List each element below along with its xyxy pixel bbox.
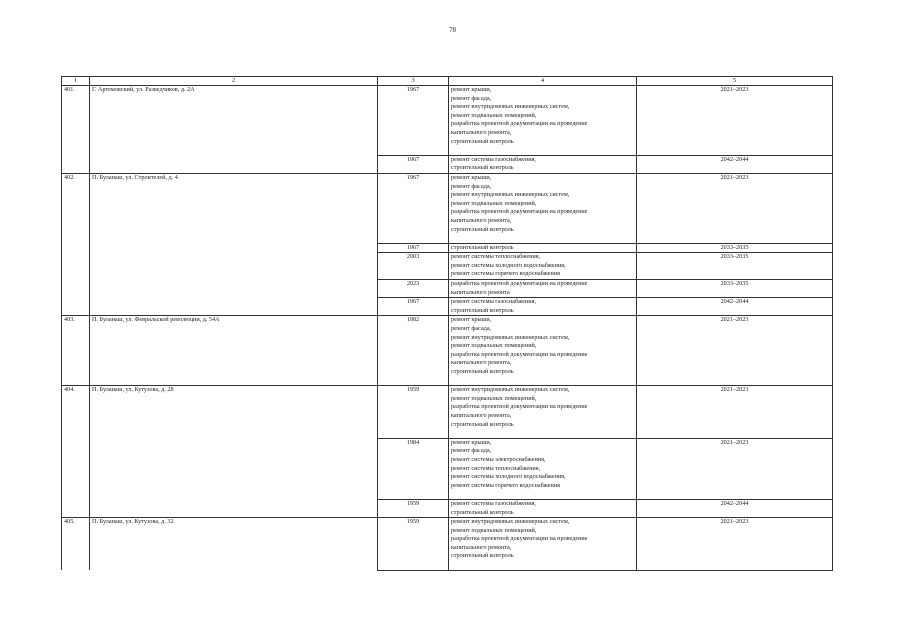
repair-work-item: разработка проектной документации на проведение: [451, 120, 588, 128]
repair-works: [449, 316, 637, 386]
repair-work-item: капитального ремонта,: [451, 359, 512, 367]
repair-period: 2021–2023: [637, 86, 833, 156]
repair-work-item: капитального ремонта,: [451, 216, 512, 224]
building-address: П. Буланаш, ул. Кутузова, д. 32: [90, 518, 378, 571]
repair-work-item: ремонт внутридомовых инженерных систем,: [451, 518, 570, 526]
repair-period: 2021–2023: [637, 173, 833, 243]
repair-work-item: строительный контроль: [451, 225, 514, 233]
row-number: 404.: [62, 386, 90, 518]
repair-works: [449, 438, 637, 499]
repair-work-item: ремонт системы теплоснабжения,: [451, 464, 541, 472]
build-year: 1959: [378, 386, 449, 439]
repair-work-item: ремонт системы горячего водоснабжения: [451, 270, 560, 278]
repair-work-item: ремонт подвальных помещений,: [451, 342, 537, 350]
spacer: [451, 377, 634, 386]
spacer: [451, 146, 634, 155]
repair-work-item: капитального ремонта,: [451, 543, 512, 551]
repair-work-item: строительный контроль: [451, 243, 514, 251]
repair-work-item: ремонт системы холодного водоснабжения,: [451, 473, 566, 481]
repair-work-item: капитального ремонта: [451, 288, 510, 296]
column-number-3: 3: [378, 77, 449, 86]
table-row: [62, 386, 833, 439]
spacer: [451, 490, 634, 499]
repair-period: 2033–2035: [637, 280, 833, 298]
table-body: [62, 86, 833, 571]
table-row: [62, 173, 833, 243]
repair-work-item: строительный контроль: [451, 306, 514, 314]
repair-works: [449, 253, 637, 280]
repair-works: [449, 280, 637, 298]
build-year: 2003: [378, 253, 449, 280]
build-year: 1967: [378, 173, 449, 243]
repair-period: 2021–2023: [637, 316, 833, 386]
repair-period: 2021–2023: [637, 438, 833, 499]
column-number-2: 2: [90, 77, 378, 86]
row-number: 403.: [62, 316, 90, 386]
repair-works: [449, 499, 637, 517]
repair-work-item: разработка проектной документации на проведение: [451, 403, 588, 411]
build-year: 1959: [378, 518, 449, 571]
repair-work-item: ремонт системы газоснабжения,: [451, 155, 536, 163]
repair-work-item: ремонт внутридомовых инженерных систем,: [451, 333, 570, 341]
repair-work-item: разработка проектной документации на проведение: [451, 208, 588, 216]
repair-works: [449, 173, 637, 243]
repair-work-item: ремонт системы холодного водоснабжения,: [451, 261, 566, 269]
repair-work-item: капитального ремонта,: [451, 411, 512, 419]
building-address: П. Буланаш, ул. Февральской революции, д. 54А: [90, 316, 378, 386]
repair-work-item: ремонт фасада,: [451, 325, 492, 333]
repair-work-item: ремонт системы электроснабжения,: [451, 455, 546, 463]
building-address: Г. Артемовский, ул. Разведчиков, д. 2А: [90, 86, 378, 174]
repair-work-item: строительный контроль: [451, 420, 514, 428]
repair-works: [449, 386, 637, 439]
build-year: 1984: [378, 438, 449, 499]
spacer: [451, 561, 634, 570]
repair-work-item: разработка проектной документации на проведение: [451, 535, 588, 543]
repair-work-item: ремонт внутридомовых инженерных систем,: [451, 191, 570, 199]
repair-work-item: ремонт подвальных помещений,: [451, 526, 537, 534]
repair-work-item: ремонт системы газоснабжения,: [451, 298, 536, 306]
repair-work-item: ремонт крыши,: [451, 86, 492, 93]
table-row: [62, 518, 833, 571]
repair-period: 2042–2044: [637, 155, 833, 173]
repair-work-item: ремонт системы горячего водоснабжения: [451, 481, 560, 489]
repair-works: [449, 243, 637, 253]
repair-work-item: ремонт крыши,: [451, 316, 492, 324]
repair-period: 2033–2035: [637, 253, 833, 280]
spacer: [451, 234, 634, 243]
column-number-4: 4: [449, 77, 637, 86]
repair-work-item: разработка проектной документации на проведение: [451, 350, 588, 358]
repair-work-item: ремонт подвальных помещений,: [451, 111, 537, 119]
spacer: [451, 429, 634, 438]
repair-work-item: строительный контроль: [451, 137, 514, 145]
repair-works: [449, 155, 637, 173]
building-address: П. Буланаш, ул. Кутузова, д. 28: [90, 386, 378, 518]
build-year: 1967: [378, 298, 449, 316]
repair-work-item: ремонт крыши,: [451, 173, 492, 181]
repair-period: 2042–2044: [637, 499, 833, 517]
repair-work-item: строительный контроль: [451, 368, 514, 375]
row-number: 405.: [62, 518, 90, 571]
repair-work-item: ремонт крыши,: [451, 438, 492, 446]
repair-work-item: разработка проектной документации на проведение: [451, 280, 588, 288]
repair-work-item: строительный контроль: [451, 164, 514, 172]
repair-works: [449, 86, 637, 156]
repair-work-item: ремонт фасада,: [451, 182, 492, 190]
build-year: 1967: [378, 155, 449, 173]
repair-period: 2021–2023: [637, 518, 833, 571]
repair-work-item: ремонт подвальных помещений,: [451, 199, 537, 207]
repair-work-item: ремонт подвальных помещений,: [451, 394, 537, 402]
build-year: 1967: [378, 86, 449, 156]
row-number: 402.: [62, 173, 90, 316]
column-number-row: [62, 77, 833, 86]
repair-work-item: ремонт системы теплоснабжения,: [451, 253, 541, 261]
repair-period: 2021–2023: [637, 386, 833, 439]
repair-work-item: ремонт фасада,: [451, 447, 492, 455]
repair-work-item: строительный контроль: [451, 552, 514, 560]
building-address: П. Буланаш, ул. Строителей, д. 4: [90, 173, 378, 316]
build-year: 1982: [378, 316, 449, 386]
repair-schedule-table: [61, 76, 833, 571]
column-number-5: 5: [637, 77, 833, 86]
repair-work-item: строительный контроль: [451, 508, 514, 516]
build-year: 1967: [378, 243, 449, 253]
build-year: 2023: [378, 280, 449, 298]
repair-period: 2033–2035: [637, 243, 833, 253]
repair-work-item: ремонт внутридомовых инженерных систем,: [451, 103, 570, 111]
repair-work-item: ремонт фасада,: [451, 94, 492, 102]
repair-works: [449, 298, 637, 316]
repair-work-item: ремонт системы газоснабжения,: [451, 499, 536, 507]
repair-works: [449, 518, 637, 571]
row-number: 401.: [62, 86, 90, 174]
page-number: 78: [449, 26, 456, 34]
repair-work-item: ремонт внутридомовых инженерных систем,: [451, 386, 570, 394]
table-row: [62, 316, 833, 386]
repair-period: 2042–2044: [637, 298, 833, 316]
table-row: [62, 86, 833, 156]
build-year: 1959: [378, 499, 449, 517]
repair-work-item: капитального ремонта,: [451, 128, 512, 136]
column-number-1: 1: [62, 77, 90, 86]
